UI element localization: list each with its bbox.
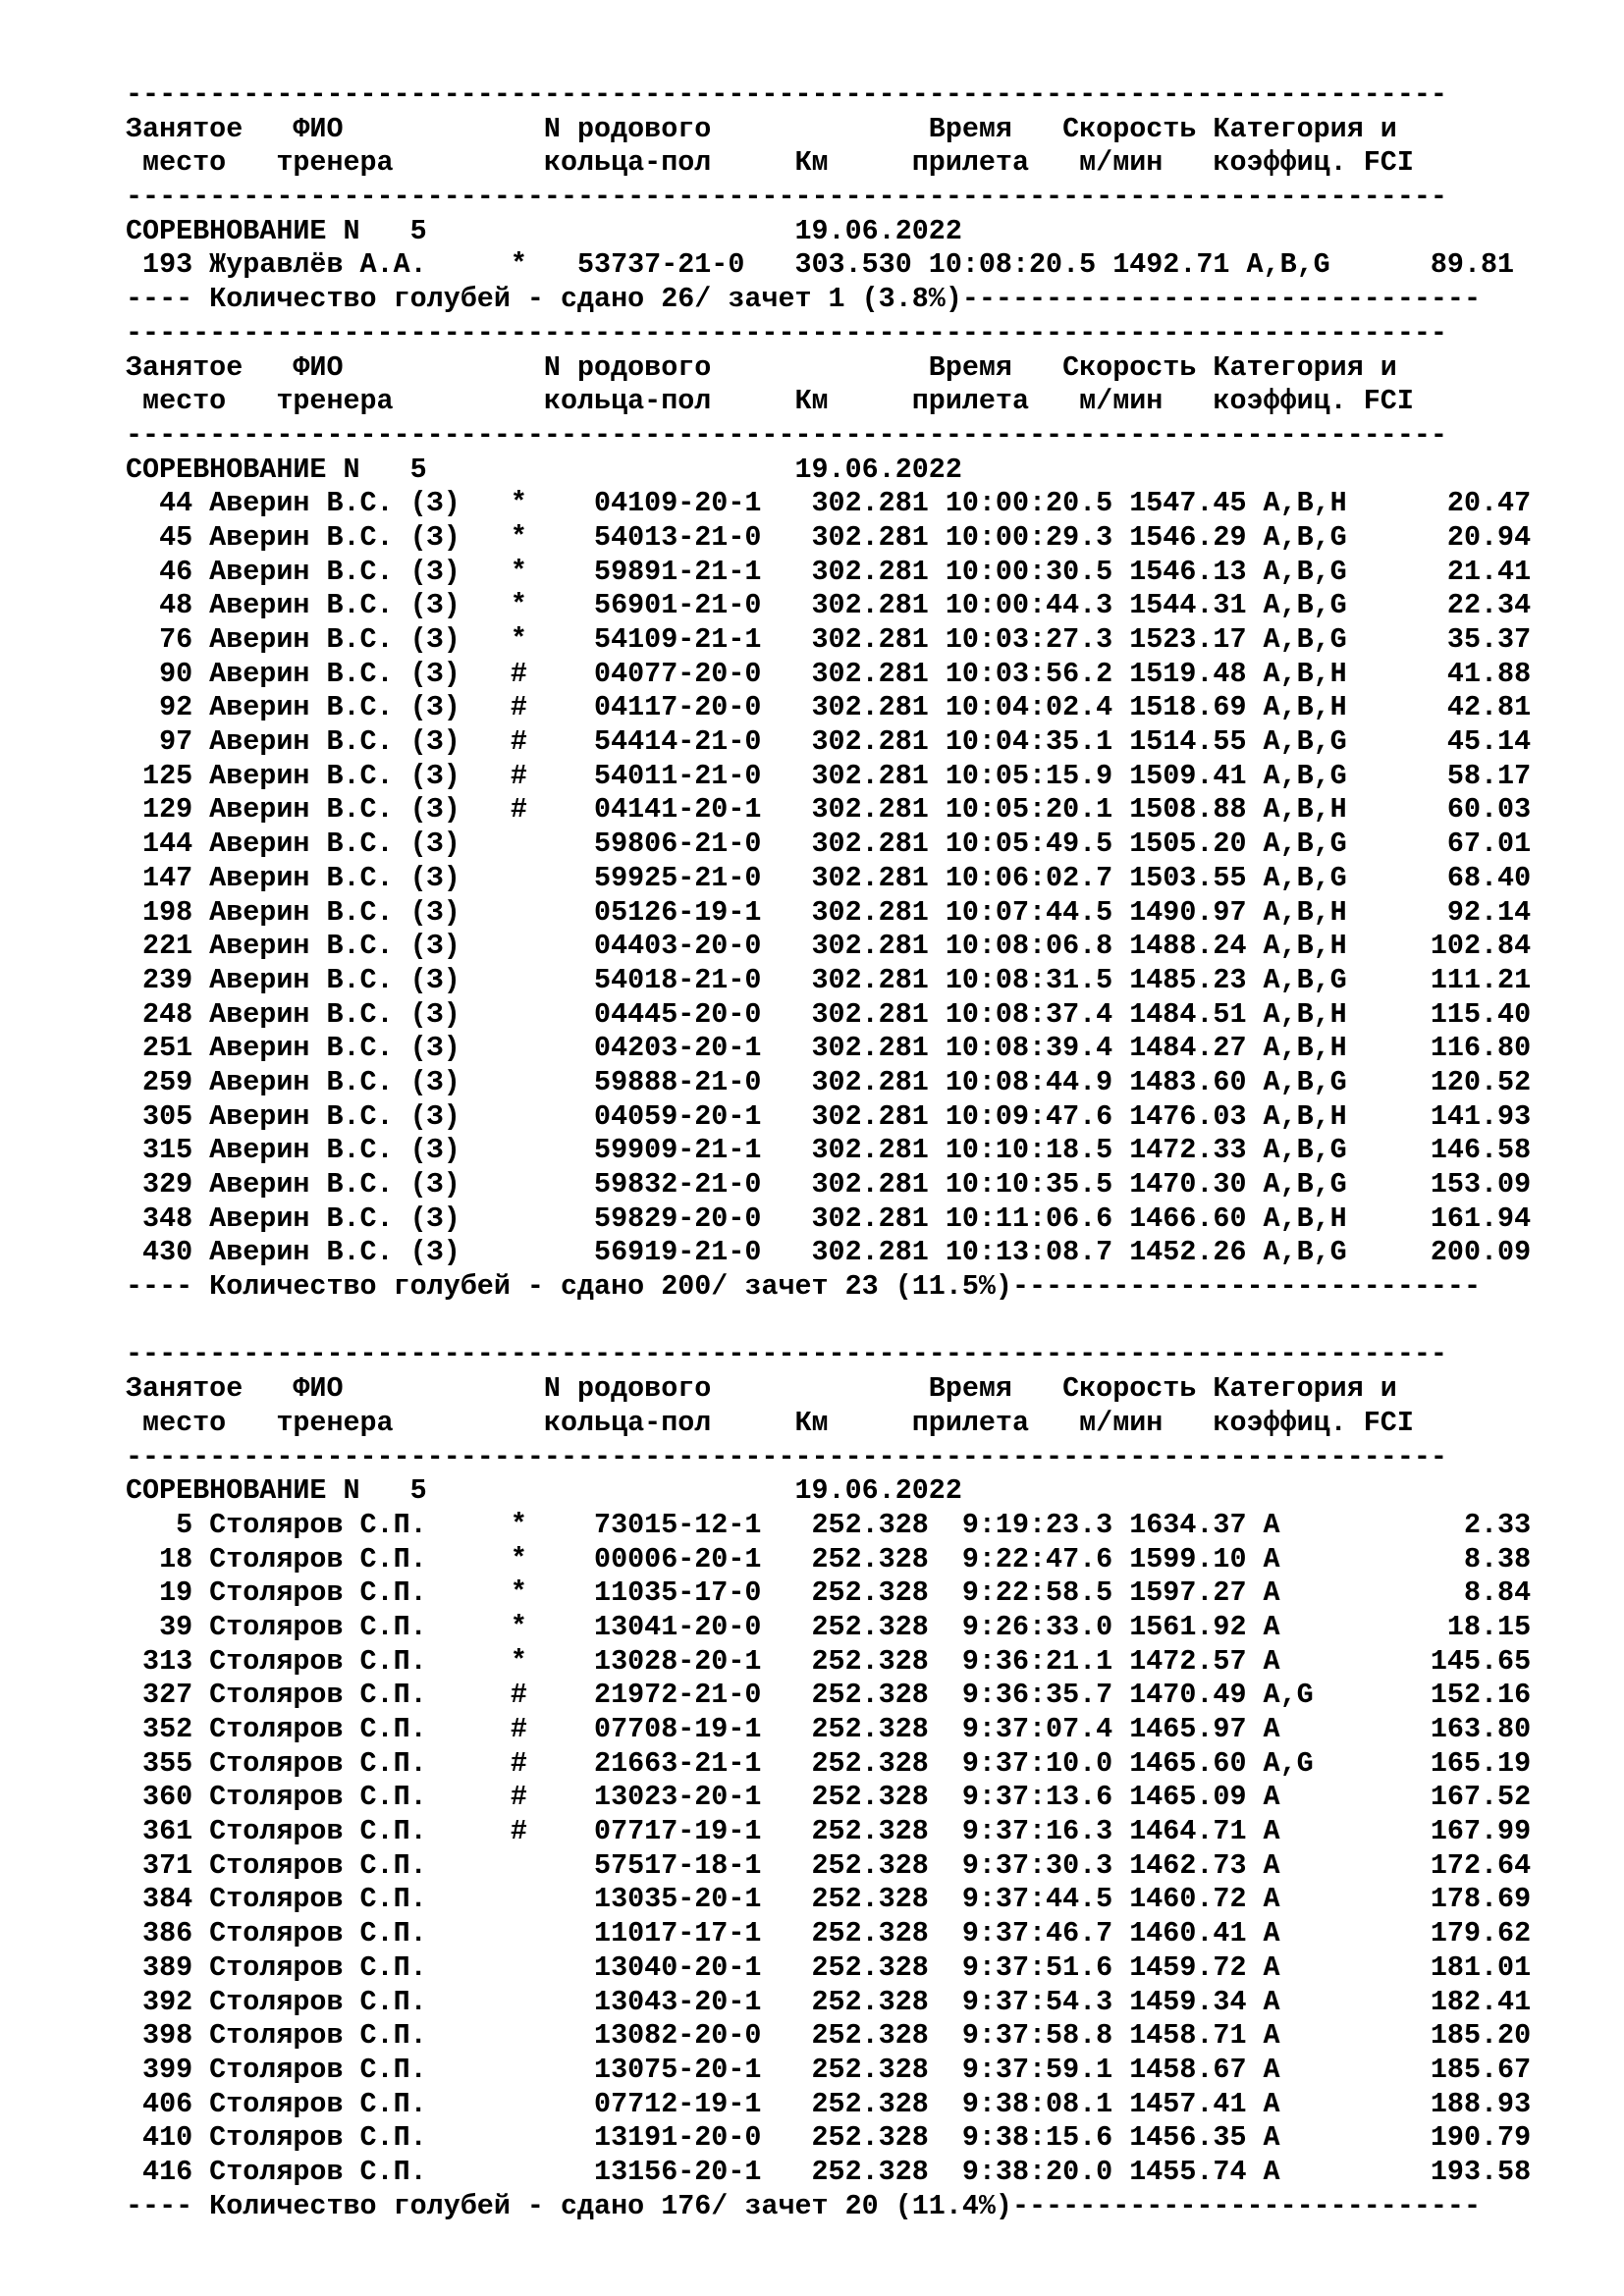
result-row: 129 Аверин В.С. (З) # 04141-20-1 302.281 10:05:20.1 1508.88 A,B,H 60.03 <box>126 793 1532 827</box>
result-row: 198 Аверин В.С. (З) 05126-19-1 302.281 10:07:44.5 1490.97 A,B,H 92.14 <box>126 895 1532 929</box>
result-row: 430 Аверин В.С. (З) 56919-21-0 302.281 10:13:08.7 1452.26 A,B,G 200.09 <box>126 1236 1532 1269</box>
result-row: 92 Аверин В.С. (З) # 04117-20-0 302.281 10:04:02.4 1518.69 A,B,H 42.81 <box>126 691 1532 724</box>
section-3-header-line-1: Занятое ФИО N родового Время Скорость Категория и <box>126 1372 1397 1406</box>
result-row: 416 Столяров С.П. 13156-20-1 252.328 9:38:20.0 1455.74 A 193.58 <box>126 2155 1532 2188</box>
section-2-header-line-1: Занятое ФИО N родового Время Скорость Категория и <box>126 350 1397 384</box>
result-row: 384 Столяров С.П. 13035-20-1 252.328 9:37:44.5 1460.72 A 178.69 <box>126 1883 1532 1916</box>
result-row: 147 Аверин В.С. (З) 59925-21-0 302.281 10:06:02.7 1503.55 A,B,G 68.40 <box>126 861 1532 894</box>
section-3-header-rule: ------------------------------------------------------------------------------- <box>126 1440 1447 1473</box>
result-row: 44 Аверин В.С. (З) * 04109-20-1 302.281 10:00:20.5 1547.45 A,B,H 20.47 <box>126 487 1532 520</box>
result-row: 329 Аверин В.С. (З) 59832-21-0 302.281 10:10:35.5 1470.30 A,B,G 153.09 <box>126 1168 1532 1201</box>
section-2-summary-line: ---- Количество голубей - сдано 200/ зачет 23 (11.5%)---------------------------- <box>126 1270 1482 1304</box>
result-row: 398 Столяров С.П. 13082-20-0 252.328 9:37:58.8 1458.71 A 185.20 <box>126 2019 1532 2053</box>
result-row: 125 Аверин В.С. (З) # 54011-21-0 302.281 10:05:15.9 1509.41 A,B,G 58.17 <box>126 759 1532 792</box>
result-row: 410 Столяров С.П. 13191-20-0 252.328 9:38:15.6 1456.35 A 190.79 <box>126 2121 1532 2155</box>
result-row: 360 Столяров С.П. # 13023-20-1 252.328 9:37:13.6 1465.09 A 167.52 <box>126 1781 1532 1814</box>
section-1-header-rule: ------------------------------------------------------------------------------- <box>126 181 1447 214</box>
result-row: 386 Столяров С.П. 11017-17-1 252.328 9:37:46.7 1460.41 A 179.62 <box>126 1917 1532 1950</box>
result-row: 371 Столяров С.П. 57517-18-1 252.328 9:37:30.3 1462.73 A 172.64 <box>126 1848 1532 1882</box>
section-3-competition-line: СОРЕВНОВАНИЕ N 5 19.06.2022 <box>126 1474 962 1508</box>
result-row: 389 Столяров С.П. 13040-20-1 252.328 9:37:51.6 1459.72 A 181.01 <box>126 1950 1532 1984</box>
result-row: 39 Столяров С.П. * 13041-20-0 252.328 9:26:33.0 1561.92 A 18.15 <box>126 1610 1532 1643</box>
result-row: 90 Аверин В.С. (З) # 04077-20-0 302.281 10:03:56.2 1519.48 A,B,H 41.88 <box>126 657 1532 690</box>
result-row: 48 Аверин В.С. (З) * 56901-21-0 302.281 10:00:44.3 1544.31 A,B,G 22.34 <box>126 589 1532 622</box>
result-row: 406 Столяров С.П. 07712-19-1 252.328 9:38:08.1 1457.41 A 188.93 <box>126 2087 1532 2120</box>
section-2-competition-line: СОРЕВНОВАНИЕ N 5 19.06.2022 <box>126 453 962 486</box>
section-2-header-line-2: место тренера кольца-пол Км прилета м/мин коэффиц. FCI <box>126 385 1414 418</box>
result-row: 5 Столяров С.П. * 73015-12-1 252.328 9:19:23.3 1634.37 A 2.33 <box>126 1508 1532 1541</box>
result-row: 97 Аверин В.С. (З) # 54414-21-0 302.281 10:04:35.1 1514.55 A,B,G 45.14 <box>126 725 1532 759</box>
results-document <box>126 79 1531 2223</box>
section-1-header-line-1: Занятое ФИО N родового Время Скорость Категория и <box>126 112 1397 145</box>
section-1-summary-line: ---- Количество голубей - сдано 26/ зачет 1 (3.8%)------------------------------- <box>126 283 1482 316</box>
result-row: 355 Столяров С.П. # 21663-21-1 252.328 9:37:10.0 1465.60 A,G 165.19 <box>126 1746 1532 1780</box>
result-row: 392 Столяров С.П. 13043-20-1 252.328 9:37:54.3 1459.34 A 182.41 <box>126 1985 1532 2018</box>
result-row: 361 Столяров С.П. # 07717-19-1 252.328 9:37:16.3 1464.71 A 167.99 <box>126 1815 1532 1848</box>
result-row: 76 Аверин В.С. (З) * 54109-21-1 302.281 10:03:27.3 1523.17 A,B,G 35.37 <box>126 623 1532 656</box>
result-row: 352 Столяров С.П. # 07708-19-1 252.328 9:37:07.4 1465.97 A 163.80 <box>126 1713 1532 1745</box>
result-row: 259 Аверин В.С. (З) 59888-21-0 302.281 10:08:44.9 1483.60 A,B,G 120.52 <box>126 1065 1532 1098</box>
result-row: 251 Аверин В.С. (З) 04203-20-1 302.281 10:08:39.4 1484.27 A,B,H 116.80 <box>126 1032 1532 1065</box>
section-3-header-line-2: место тренера кольца-пол Км прилета м/мин коэффиц. FCI <box>126 1406 1414 1439</box>
result-row: 313 Столяров С.П. * 13028-20-1 252.328 9:36:21.1 1472.57 A 145.65 <box>126 1644 1532 1678</box>
section-3-top-rule: ------------------------------------------------------------------------------- <box>126 1338 1447 1371</box>
section-1-header-line-2: место тренера кольца-пол Км прилета м/мин коэффиц. FCI <box>126 146 1414 180</box>
section-1-competition-line: СОРЕВНОВАНИЕ N 5 19.06.2022 <box>126 214 962 247</box>
result-row: 327 Столяров С.П. # 21972-21-0 252.328 9:36:35.7 1470.49 A,G 152.16 <box>126 1679 1532 1712</box>
result-row: 239 Аверин В.С. (З) 54018-21-0 302.281 10:08:31.5 1485.23 A,B,G 111.21 <box>126 963 1532 996</box>
result-row: 348 Аверин В.С. (З) 59829-20-0 302.281 10:11:06.6 1466.60 A,B,H 161.94 <box>126 1201 1532 1235</box>
result-row: 45 Аверин В.С. (З) * 54013-21-0 302.281 10:00:29.3 1546.29 A,B,G 20.94 <box>126 520 1532 554</box>
result-row: 18 Столяров С.П. * 00006-20-1 252.328 9:22:47.6 1599.10 A 8.38 <box>126 1542 1532 1575</box>
section-2-header-rule: ------------------------------------------------------------------------------- <box>126 418 1447 452</box>
result-row: 315 Аверин В.С. (З) 59909-21-1 302.281 10:10:18.5 1472.33 A,B,G 146.58 <box>126 1134 1532 1167</box>
result-row: 46 Аверин В.С. (З) * 59891-21-1 302.281 10:00:30.5 1546.13 A,B,G 21.41 <box>126 555 1532 588</box>
result-row: 19 Столяров С.П. * 11035-17-0 252.328 9:22:58.5 1597.27 A 8.84 <box>126 1576 1532 1610</box>
result-row: 193 Журавлёв А.А. * 53737-21-0 303.530 10:08:20.5 1492.71 A,B,G 89.81 <box>126 248 1515 282</box>
blank-line <box>126 1305 1531 1339</box>
result-row: 399 Столяров С.П. 13075-20-1 252.328 9:37:59.1 1458.67 A 185.67 <box>126 2053 1532 2086</box>
section-2-top-rule: ------------------------------------------------------------------------------- <box>126 316 1447 349</box>
result-row: 221 Аверин В.С. (З) 04403-20-0 302.281 10:08:06.8 1488.24 A,B,H 102.84 <box>126 930 1532 963</box>
section-1-top-rule: ------------------------------------------------------------------------------- <box>126 79 1447 111</box>
result-row: 305 Аверин В.С. (З) 04059-20-1 302.281 10:09:47.6 1476.03 A,B,H 141.93 <box>126 1099 1532 1133</box>
section-3-summary-line: ---- Количество голубей - сдано 176/ зачет 20 (11.4%)---------------------------- <box>126 2189 1482 2222</box>
result-row: 248 Аверин В.С. (З) 04445-20-0 302.281 10:08:37.4 1484.51 A,B,H 115.40 <box>126 997 1532 1031</box>
result-row: 144 Аверин В.С. (З) 59806-21-0 302.281 10:05:49.5 1505.20 A,B,G 67.01 <box>126 828 1532 861</box>
